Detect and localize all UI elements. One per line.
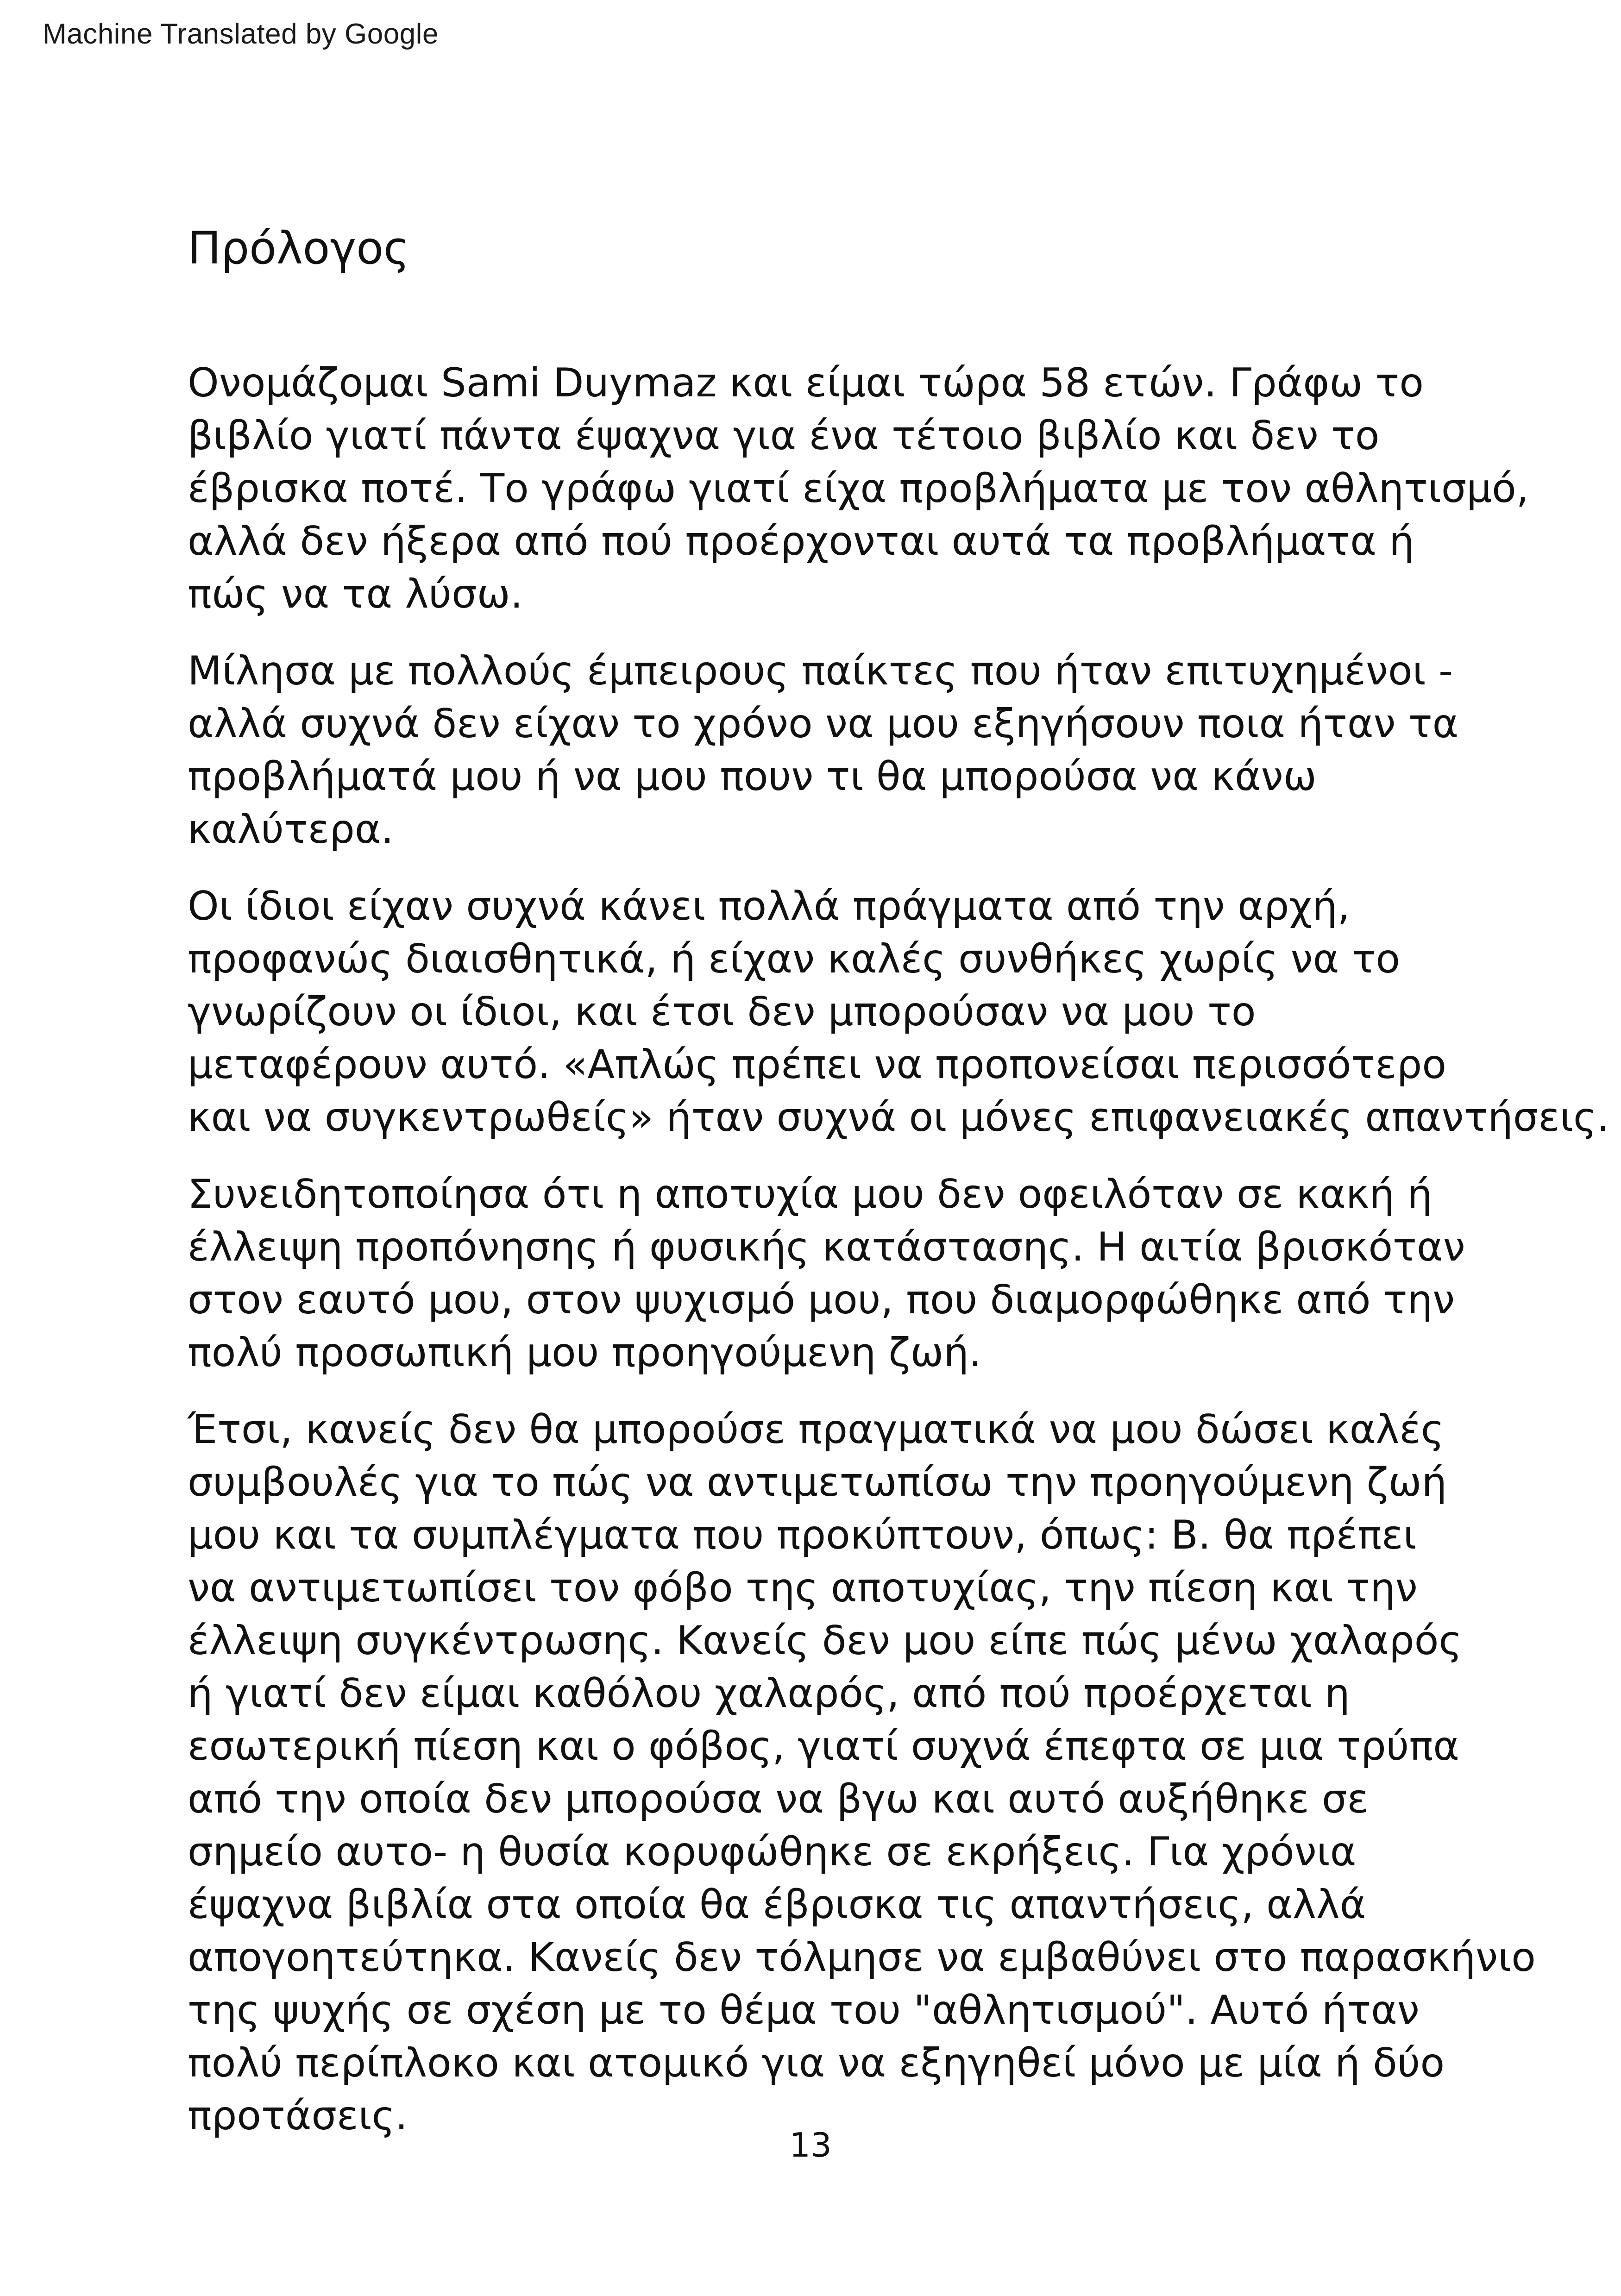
text-line: να αντιμετωπίσει τον φόβο της αποτυχίας, την πίεση και την [188,1565,1418,1611]
text-line: Μίλησα με πολλούς έμπειρους παίκτες που ήταν επιτυχημένοι - [188,648,1453,694]
text-line: πώς να τα λύσω. [188,571,523,617]
text-line: Ονομάζομαι Sami Duymaz και είμαι τώρα 58 ετών. Γράφω το [188,360,1424,406]
text-line: έβρισκα ποτέ. Το γράφω γιατί είχα προβλήματα με τον αθλητισμό, [188,465,1529,512]
text-line: προφανώς διαισθητικά, ή είχαν καλές συνθήκες χωρίς να το [188,936,1401,982]
text-line: απογοητεύτηκα. Κανείς δεν τόλμησε να εμβαθύνει στο παρασκήνιο [188,1934,1536,1981]
text-line: από την οποία δεν μπορούσα να βγω και αυτό αυξήθηκε σε [188,1776,1369,1822]
text-line: συμβουλές για το πώς να αντιμετωπίσω την προηγούμενη ζωή [188,1459,1447,1506]
page-title: Πρόλογος [188,222,410,274]
paragraph-2 [188,645,1577,856]
text-line: μου και τα συμπλέγματα που προκύπτουν, όπως: Β. θα πρέπει [188,1512,1417,1558]
paragraph-1 [188,357,1577,621]
text-line: Έτσι, κανείς δεν θα μπορούσε πραγματικά να μου δώσει καλές [188,1406,1445,1453]
paragraph-4 [188,1168,1577,1379]
paragraph-3 [188,880,1609,1144]
text-line: γνωρίζουν οι ίδιοι, και έτσι δεν μπορούσαν να μου το [188,989,1256,1035]
text-line: μεταφέρουν αυτό. «Απλώς πρέπει να προπονείσαι περισσότερο [188,1041,1446,1088]
text-line: της ψυχής σε σχέση με το θέμα του "αθλητισμού". Αυτό ήταν [188,1987,1420,2033]
text-line: προβλήματά μου ή να μου πουν τι θα μπορούσα να κάνω [188,753,1317,800]
text-line: Συνειδητοποίησα ότι η αποτυχία μου δεν οφειλόταν σε κακή ή [188,1171,1433,1217]
text-line: προτάσεις. [188,2093,408,2139]
text-line: καλύτερα. [188,806,394,853]
text-line: ή γιατί δεν είμαι καθόλου χαλαρός, από πού προέρχεται η [188,1670,1350,1717]
text-line: έψαχνα βιβλία στα οποία θα έβρισκα τις απαντήσεις, αλλά [188,1882,1366,1928]
text-line: αλλά δεν ήξερα από πού προέρχονται αυτά τα προβλήματα ή [188,518,1414,565]
text-line: πολύ προσωπική μου προηγούμενη ζωή. [188,1330,982,1376]
text-line: έλλειψη προπόνησης ή φυσικής κατάστασης. Η αιτία βρισκόταν [188,1224,1465,1270]
text-line: βιβλίο γιατί πάντα έψαχνα για ένα τέτοιο βιβλίο και δεν το [188,413,1380,459]
text-line: πολύ περίπλοκο και ατομικό για να εξηγηθεί μόνο με μία ή δύο [188,2040,1445,2086]
text-line: στον εαυτό μου, στον ψυχισμό μου, που διαμορφώθηκε από την [188,1277,1455,1323]
text-line: αλλά συχνά δεν είχαν το χρόνο να μου εξηγήσουν ποια ήταν τα [188,701,1459,747]
text-line: έλλειψη συγκέντρωσης. Κανείς δεν μου είπε πώς μένω χαλαρός [188,1618,1462,1664]
text-line: και να συγκεντρωθείς» ήταν συχνά οι μόνες επιφανειακές απαντήσεις. [188,1094,1609,1141]
machine-translation-watermark: Machine Translated by Google [43,18,439,50]
paragraph-5 [188,1403,1577,2142]
text-line: εσωτερική πίεση και ο φόβος, γιατί συχνά έπεφτα σε μια τρύπα [188,1723,1459,1769]
text-line: σημείο αυτο- η θυσία κορυφώθηκε σε εκρήξεις. Για χρόνια [188,1829,1357,1875]
text-line: Οι ίδιοι είχαν συχνά κάνει πολλά πράγματα από την αρχή, [188,883,1350,929]
page-number: 13 [789,2126,832,2164]
body-text [188,357,1609,2166]
